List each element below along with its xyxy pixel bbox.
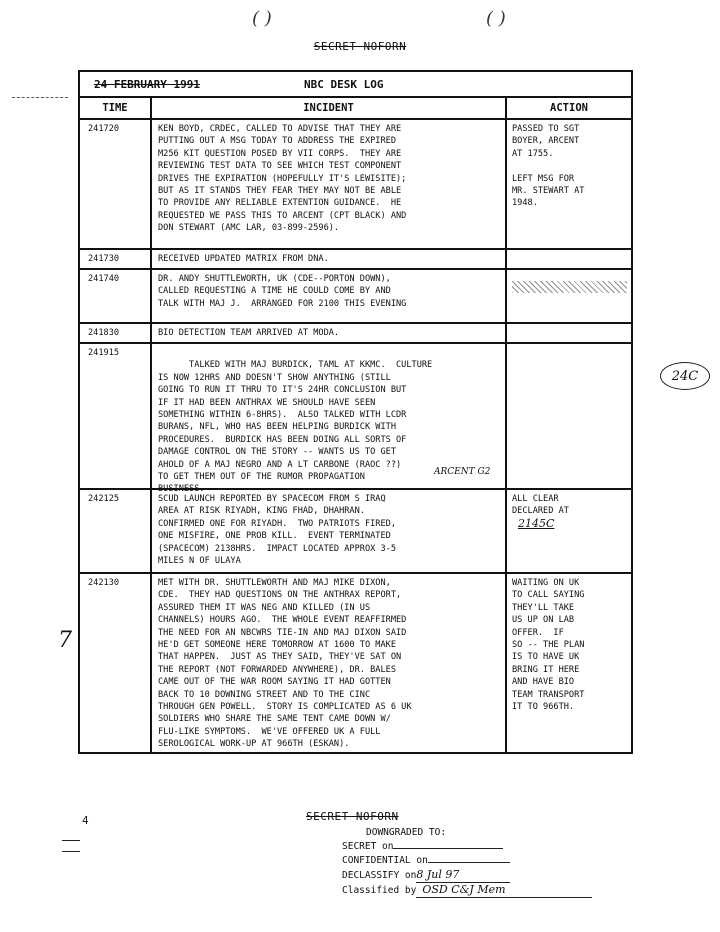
top-left-mark: ( )	[252, 8, 272, 29]
log-title: NBC DESK LOG	[304, 77, 384, 91]
log-row-241720	[80, 120, 631, 250]
confidential-label: CONFIDENTIAL on	[342, 855, 428, 866]
scribble-mark	[512, 281, 627, 293]
declassify-label: DECLASSIFY on	[342, 870, 417, 881]
log-row-241915	[80, 344, 631, 495]
log-time: 241740	[88, 274, 120, 284]
log-row-241730	[80, 250, 631, 270]
log-action	[505, 250, 631, 268]
nbc-desk-log	[78, 70, 633, 754]
margin-dash	[12, 97, 68, 98]
declassify-line	[342, 868, 592, 883]
log-time: 242125	[88, 494, 120, 504]
column-header-incident: INCIDENT	[150, 98, 505, 118]
declassify-date: 8 Jul 97	[416, 868, 510, 883]
declassification-block	[342, 826, 592, 898]
handwritten-time: 2145C	[518, 516, 555, 530]
top-right-mark: ( )	[486, 8, 506, 29]
column-header-action: ACTION	[505, 98, 631, 118]
log-time: 241830	[88, 328, 120, 338]
log-time: 241730	[88, 254, 120, 264]
page-number: 4	[82, 814, 89, 827]
log-row-241830	[80, 324, 631, 344]
secret-label: SECRET on	[342, 841, 394, 852]
log-incident: BIO DETECTION TEAM ARRIVED AT MODA.	[150, 324, 505, 342]
downgraded-label: DOWNGRADED TO:	[366, 827, 447, 838]
log-date: 24 FEBRUARY 1991	[94, 77, 200, 91]
margin-mark: 7	[58, 628, 72, 653]
log-incident-text: TALKED WITH MAJ BURDICK, TAML AT KKMC. CULTURE IS NOW 12HRS AND DOESN'T SHOW ANYTHING (STILL GOING TO RUN IT THRU TO IT'S 24HR CONCLUSION BUT IF IT HAD BEEN ANTHRAX WE SHOULD HAVE SEEN SOMETHING WITHIN 6-8HRS). ALSO TALKED WITH LCDR BURANS, NFL, WHO HAS BEEN HELPING BURDICK WITH PROCEDURES. BURDICK HAS BEEN DOING ALL SORTS OF DAMAGE CONTROL ON THE STORY -- WANTS US TO GET AHOLD OF A MAJ NEGRO AND A LT CARBONE (RAOC ??) TO GET THEM OUT OF THE RUMOR PROPAGATION BUSINESS.	[158, 360, 433, 495]
handwritten-note: ARCENT G2	[434, 467, 491, 477]
log-action-text: ALL CLEAR DECLARED AT	[512, 494, 569, 517]
log-time: 241915	[88, 348, 120, 358]
log-time: 242130	[88, 578, 120, 588]
log-incident	[150, 344, 505, 523]
classified-by-line	[342, 883, 592, 898]
log-incident: MET WITH DR. SHUTTLEWORTH AND MAJ MIKE DIXON, CDE. THEY HAD QUESTIONS ON THE ANTHRAX REPORT, ASSURED THEM IT WAS NEG AND KILLED (IN US CHANNELS) HOURS AGO. THE WHOLE EVENT REAFFIRMED THE NEED FOR AN NBCWRS TIE-IN AND MAJ DIXON SAID HE'D GET SOMEONE HERE TOMORROW AT 1600 TO MAKE THAT HAPPEN. JUST AS THEY SAID, THEY'VE SAT ON THE REPORT (NOT FORWARDED ANYWHERE), DR. BALES CAME OUT OF THE WAR ROOM SAYING IT HAD GOTTEN BACK TO 10 DOWNING STREET AND TO THE CINC THROUGH GEN POWELL. STORY IS COMPLICATED AS 6 UK SOLDIERS WHO SHARE THE SAME TENT CAME DOWN W/ FLU-LIKE SYMPTOMS. WE'VE OFFERED UK A FULL SEROLOGICAL WORK-UP AT 966TH (ESKAN).	[150, 574, 505, 753]
log-time: 241720	[88, 124, 120, 134]
log-column-headers	[80, 98, 631, 120]
confidential-fill	[428, 862, 510, 863]
secret-line	[342, 840, 592, 854]
classified-by-label: Classified by	[342, 885, 417, 896]
log-action: PASSED TO SGT BOYER, ARCENT AT 1755. LEFT MSG FOR MR. STEWART AT 1948.	[505, 120, 631, 248]
log-action	[505, 324, 631, 342]
log-title-bar	[80, 72, 631, 98]
log-incident: DR. ANDY SHUTTLEWORTH, UK (CDE--PORTON DOWN), CALLED REQUESTING A TIME HE COULD COME BY AND TALK WITH MAJ J. ARRANGED FOR 2100 THIS EVENING	[150, 270, 505, 322]
log-incident: RECEIVED UPDATED MATRIX FROM DNA.	[150, 250, 505, 268]
log-incident: SCUD LAUNCH REPORTED BY SPACECOM FROM S IRAQ AREA AT RISK RIYADH, KING FHAD, DHAHRAN. CONFIRMED ONE FOR RIYADH. TWO PATRIOTS FIRED, ONE MISFIRE, ONE PROB KILL. EVENT TERMINATED (SPACECOM) 2138HRS. IMPACT LOCATED APPROX 3-5 MILES N OF ULAYA	[150, 490, 505, 572]
classification-header: SECRET NOFORN	[313, 40, 407, 53]
log-incident: KEN BOYD, CRDEC, CALLED TO ADVISE THAT THEY ARE PUTTING OUT A MSG TODAY TO ADDRESS THE EXPIRED M256 KIT QUESTION POSED BY VII CORPS. THEY ARE REVIEWING TEST DATA TO SEE WHICH TEST COMPONENT DRIVES THE EXPIRATION (HOPEFULLY IT'S LEWISITE); BUT AS IT STANDS THEY FEAR THEY MAY NOT BE ABLE TO PROVIDE ANY RELIABLE EXTENTION GUIDANCE. HE REQUESTED WE PASS THIS TO ARCENT (CPT BLACK) AND DON STEWART (AMC LAR, 03-899-2596).	[150, 120, 505, 248]
secret-fill	[393, 848, 503, 849]
log-action	[505, 490, 631, 572]
log-row-242130	[80, 574, 631, 752]
classified-by-value: OSD C&J Mem	[416, 883, 592, 898]
log-row-241740	[80, 270, 631, 324]
classification-footer: SECRET NOFORN	[306, 810, 399, 823]
column-header-time: TIME	[102, 102, 128, 114]
confidential-line	[342, 854, 592, 868]
circled-annotation: 24C	[660, 362, 710, 390]
log-action	[505, 270, 631, 322]
log-action: WAITING ON UK TO CALL SAYING THEY'LL TAKE US UP ON LAB OFFER. IF SO -- THE PLAN IS TO HAVE UK BRING IT HERE AND HAVE BIO TEAM TRANSPORT IT TO 966TH.	[505, 574, 631, 753]
margin-dashes	[62, 840, 80, 862]
